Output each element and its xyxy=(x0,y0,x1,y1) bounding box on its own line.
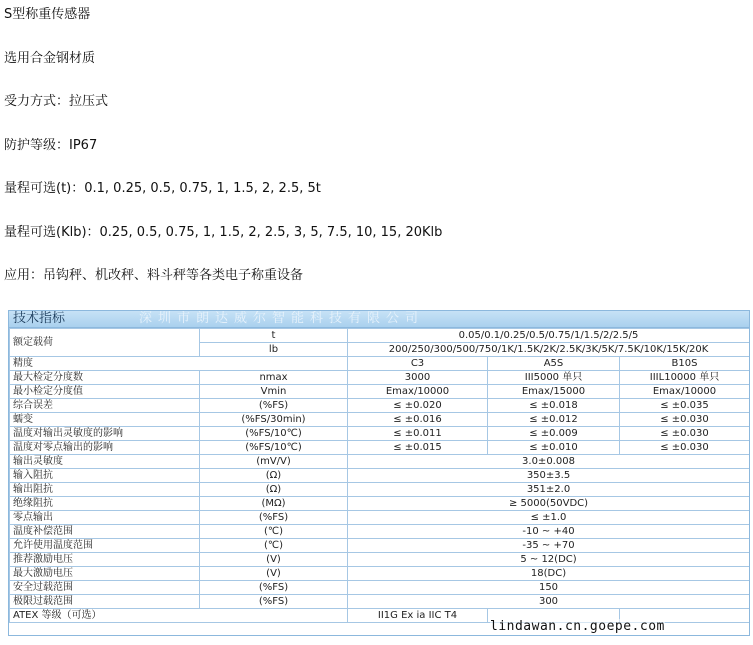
row-unit: lb xyxy=(200,343,348,357)
row-label: 最大检定分度数 xyxy=(10,371,200,385)
row-label: 额定载荷 xyxy=(10,329,200,357)
row-value: ≤ ±0.030 xyxy=(620,413,750,427)
material-line: 选用合金钢材质 xyxy=(4,51,96,66)
row-value: -10 ~ +40 xyxy=(348,525,750,539)
row-value: II1G Ex ia IIC T4 xyxy=(348,609,488,623)
row-value: 351±2.0 xyxy=(348,483,750,497)
table-row xyxy=(10,399,750,413)
row-unit: (MΩ) xyxy=(200,497,348,511)
row-unit: (V) xyxy=(200,567,348,581)
row-value: ≤ ±1.0 xyxy=(348,511,750,525)
row-unit: (V) xyxy=(200,553,348,567)
row-label: 综合误差 xyxy=(10,399,200,413)
row-value: ≤ ±0.020 xyxy=(348,399,488,413)
table-row xyxy=(10,441,750,455)
row-label: 绝缘阻抗 xyxy=(10,497,200,511)
table-row xyxy=(10,357,750,371)
table-row xyxy=(10,483,750,497)
table-row xyxy=(10,413,750,427)
row-unit: (%FS) xyxy=(200,595,348,609)
row-label: 输出阻抗 xyxy=(10,483,200,497)
spec-table-title: 技术指标 xyxy=(13,311,66,326)
row-label: 输入阻抗 xyxy=(10,469,200,483)
product-title: S型称重传感器 xyxy=(4,7,91,22)
row-unit: (%FS) xyxy=(200,399,348,413)
row-label: 蠕变 xyxy=(10,413,200,427)
row-label: 最小检定分度值 xyxy=(10,385,200,399)
row-unit: (%FS/10℃) xyxy=(200,427,348,441)
row-value: IIIL10000 单只 xyxy=(620,371,750,385)
row-value: 5 ~ 12(DC) xyxy=(348,553,750,567)
table-row xyxy=(10,595,750,609)
company-watermark: 深圳市朗达威尔智能科技有限公司 xyxy=(139,311,425,326)
row-value: A5S xyxy=(488,357,620,371)
range-klb-line: 量程可选(Klb)：0.25, 0.5, 0.75, 1, 1.5, 2, 2.5, 3, 5, 7.5, 10, 15, 20Klb xyxy=(4,225,443,240)
row-unit: (%FS) xyxy=(200,511,348,525)
row-value: ≤ ±0.018 xyxy=(488,399,620,413)
row-value: ≤ ±0.035 xyxy=(620,399,750,413)
row-value: ≤ ±0.030 xyxy=(620,427,750,441)
spec-table-panel xyxy=(8,310,750,636)
row-value: C3 xyxy=(348,357,488,371)
row-unit: (℃) xyxy=(200,525,348,539)
table-row xyxy=(10,525,750,539)
row-value: -35 ~ +70 xyxy=(348,539,750,553)
row-unit: (%FS/10℃) xyxy=(200,441,348,455)
row-unit: t xyxy=(200,329,348,343)
row-unit: (mV/V) xyxy=(200,455,348,469)
row-label: 温度补偿范围 xyxy=(10,525,200,539)
range-t-line: 量程可选(t)：0.1, 0.25, 0.5, 0.75, 1, 1.5, 2, 2.5, 5t xyxy=(4,181,321,196)
row-label: 零点输出 xyxy=(10,511,200,525)
force-mode-line: 受力方式：拉压式 xyxy=(4,94,109,109)
row-value: III5000 单只 xyxy=(488,371,620,385)
row-value: 3000 xyxy=(348,371,488,385)
row-value: ≤ ±0.012 xyxy=(488,413,620,427)
row-label: ATEX 等级（可选） xyxy=(10,609,348,623)
row-value: Emax/10000 xyxy=(348,385,488,399)
row-value: 18(DC) xyxy=(348,567,750,581)
protection-line: 防护等级：IP67 xyxy=(4,138,98,153)
row-value: ≥ 5000(50VDC) xyxy=(348,497,750,511)
row-label: 精度 xyxy=(10,357,348,371)
table-row xyxy=(10,581,750,595)
row-label: 推荐激励电压 xyxy=(10,553,200,567)
table-row xyxy=(10,497,750,511)
row-value: ≤ ±0.009 xyxy=(488,427,620,441)
row-value: Emax/15000 xyxy=(488,385,620,399)
row-value: ≤ ±0.030 xyxy=(620,441,750,455)
table-row xyxy=(10,385,750,399)
row-label: 极限过载范围 xyxy=(10,595,200,609)
row-label: 输出灵敏度 xyxy=(10,455,200,469)
row-value: 350±3.5 xyxy=(348,469,750,483)
table-row xyxy=(10,427,750,441)
table-row xyxy=(10,553,750,567)
row-value: B10S xyxy=(620,357,750,371)
row-value: 200/250/300/500/750/1K/1.5K/2K/2.5K/3K/5K/7.5K/10K/15K/20K xyxy=(348,343,750,357)
row-unit: (%FS/30min) xyxy=(200,413,348,427)
row-value: 0.05/0.1/0.25/0.5/0.75/1/1.5/2/2.5/5 xyxy=(348,329,750,343)
table-row xyxy=(10,455,750,469)
row-value: 3.0±0.008 xyxy=(348,455,750,469)
row-value: ≤ ±0.010 xyxy=(488,441,620,455)
application-line: 应用：吊钩秤、机改秤、料斗秤等各类电子称重设备 xyxy=(4,268,304,283)
row-value: ≤ ±0.011 xyxy=(348,427,488,441)
row-unit: (%FS) xyxy=(200,581,348,595)
table-row xyxy=(10,567,750,581)
row-unit: Vmin xyxy=(200,385,348,399)
table-row xyxy=(10,511,750,525)
row-label: 温度对输出灵敏度的影响 xyxy=(10,427,200,441)
site-watermark: lindawan.cn.goepe.com xyxy=(490,619,665,634)
row-value: ≤ ±0.016 xyxy=(348,413,488,427)
row-value: Emax/10000 xyxy=(620,385,750,399)
table-row xyxy=(10,539,750,553)
row-unit: (Ω) xyxy=(200,469,348,483)
row-unit: (℃) xyxy=(200,539,348,553)
row-unit: (Ω) xyxy=(200,483,348,497)
row-unit: nmax xyxy=(200,371,348,385)
table-row xyxy=(10,371,750,385)
row-label: 温度对零点输出的影响 xyxy=(10,441,200,455)
spec-table-header xyxy=(9,311,749,328)
table-row xyxy=(10,329,750,343)
table-row xyxy=(10,469,750,483)
row-value: 150 xyxy=(348,581,750,595)
row-value: 300 xyxy=(348,595,750,609)
spec-table xyxy=(9,328,750,623)
row-label: 允许使用温度范围 xyxy=(10,539,200,553)
row-label: 最大激励电压 xyxy=(10,567,200,581)
row-value: ≤ ±0.015 xyxy=(348,441,488,455)
row-label: 安全过载范围 xyxy=(10,581,200,595)
